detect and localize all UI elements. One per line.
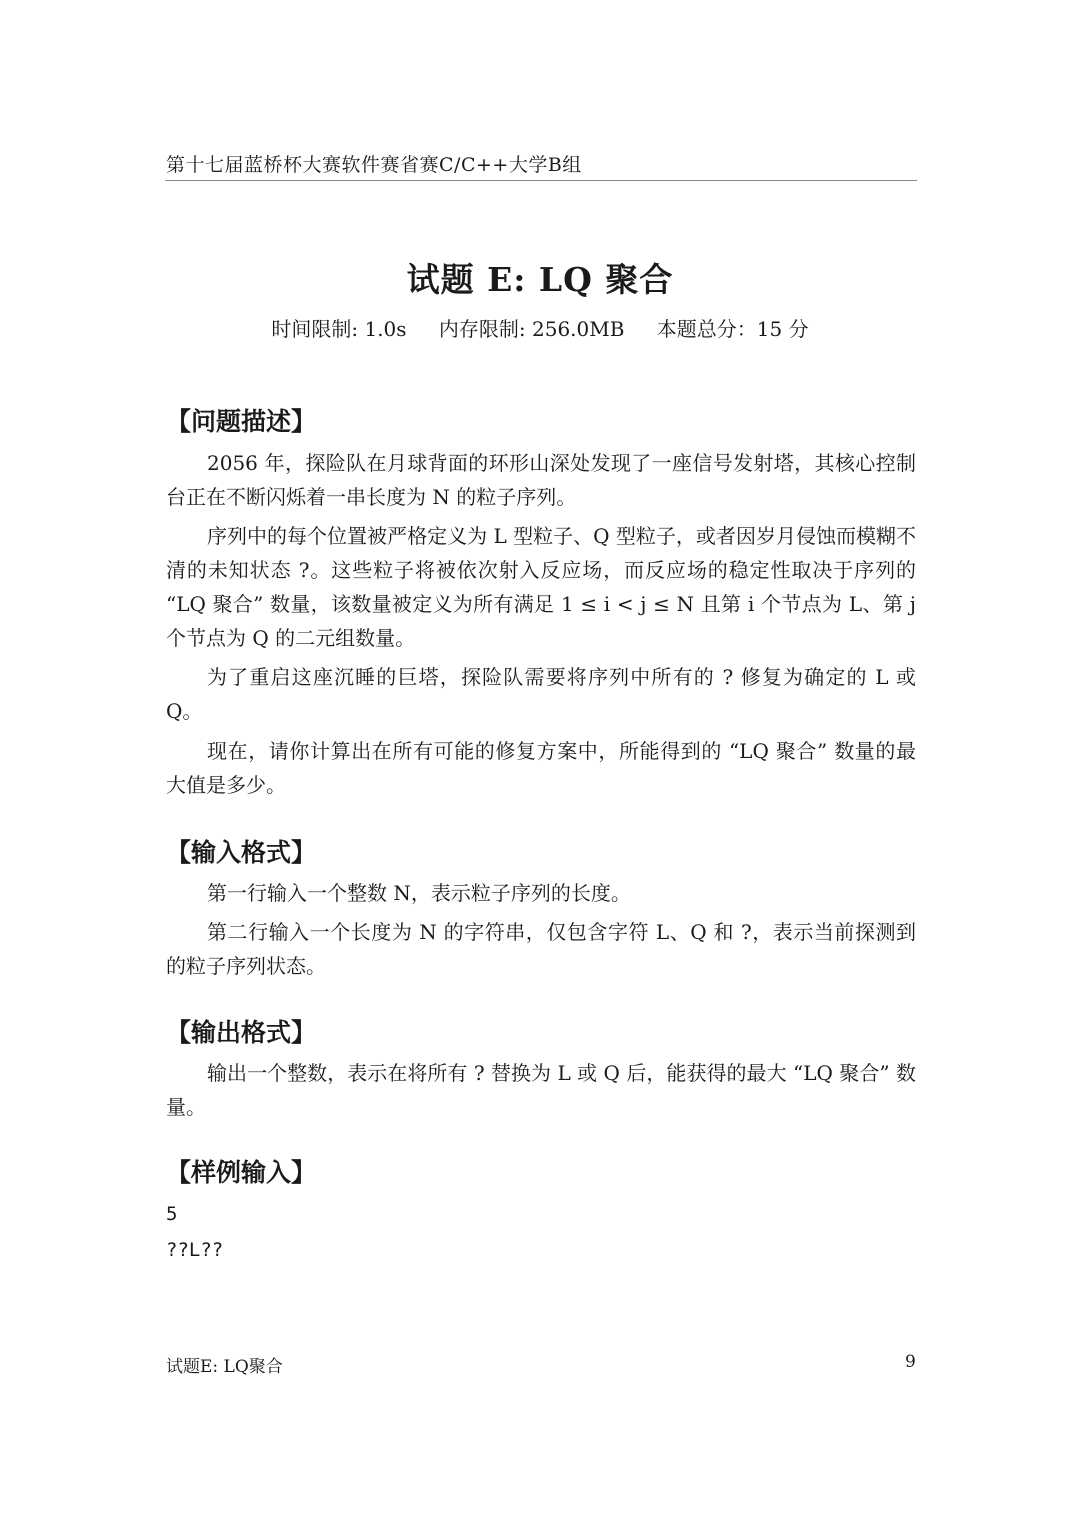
output-format-paragraph: 输出一个整数，表示在将所有 ? 替换为 L 或 Q 后，能获得的最大 “LQ 聚合” 数量。 [166, 1061, 916, 1119]
input-format-heading: 【输入格式】 [166, 838, 317, 867]
input-format-paragraph: 第二行输入一个长度为 N 的字符串，仅包含字符 L、Q 和 ?，表示当前探测到的粒子序列状态。 [166, 920, 916, 978]
description-paragraph: 序列中的每个位置被严格定义为 L 型粒子、Q 型粒子，或者因岁月侵蚀而模糊不清的未知状态 ?。这些粒子将被依次射入反应场，而反应场的稳定性取决于序列的 “LQ 聚合” 数量，该数量被定义为所有满足 1 ≤ i < j ≤ N 且第 i 个节点为 L、第 j 个节点为 Q 的二元组数量。 [166, 524, 916, 650]
description-paragraph: 2056 年，探险队在月球背面的环形山深处发现了一座信号发射塔，其核心控制台正在不断闪烁着一串长度为 N 的粒子序列。 [166, 451, 916, 509]
running-header: 第十七届蓝桥杯大赛软件赛省赛C/C++大学B组 [166, 154, 582, 176]
description-paragraph: 为了重启这座沉睡的巨塔，探险队需要将序列中所有的 ? 修复为确定的 L 或 Q。 [166, 665, 916, 723]
memory-limit: 内存限制: 256.0MB [438, 317, 625, 341]
time-limit: 时间限制: 1.0s [271, 317, 407, 341]
page-number: 9 [905, 1352, 916, 1372]
problem-title: 试题 E: LQ 聚合 [406, 260, 674, 299]
problem-limits [0, 313, 1080, 342]
input-format-paragraph: 第一行输入一个整数 N，表示粒子序列的长度。 [207, 881, 631, 905]
total-score: 本题总分：15 分 [656, 317, 809, 341]
footer-problem-label: 试题E: LQ聚合 [166, 1357, 283, 1377]
sample-input-line: 5 [166, 1203, 178, 1225]
output-format-heading: 【输出格式】 [166, 1018, 317, 1047]
description-paragraph: 现在，请你计算出在所有可能的修复方案中，所能得到的 “LQ 聚合” 数量的最大值是多少。 [166, 739, 916, 797]
sample-input-line: ??L?? [166, 1239, 224, 1261]
header-divider [165, 180, 917, 181]
sample-input-heading: 【样例输入】 [166, 1158, 317, 1187]
description-heading: 【问题描述】 [166, 407, 317, 436]
